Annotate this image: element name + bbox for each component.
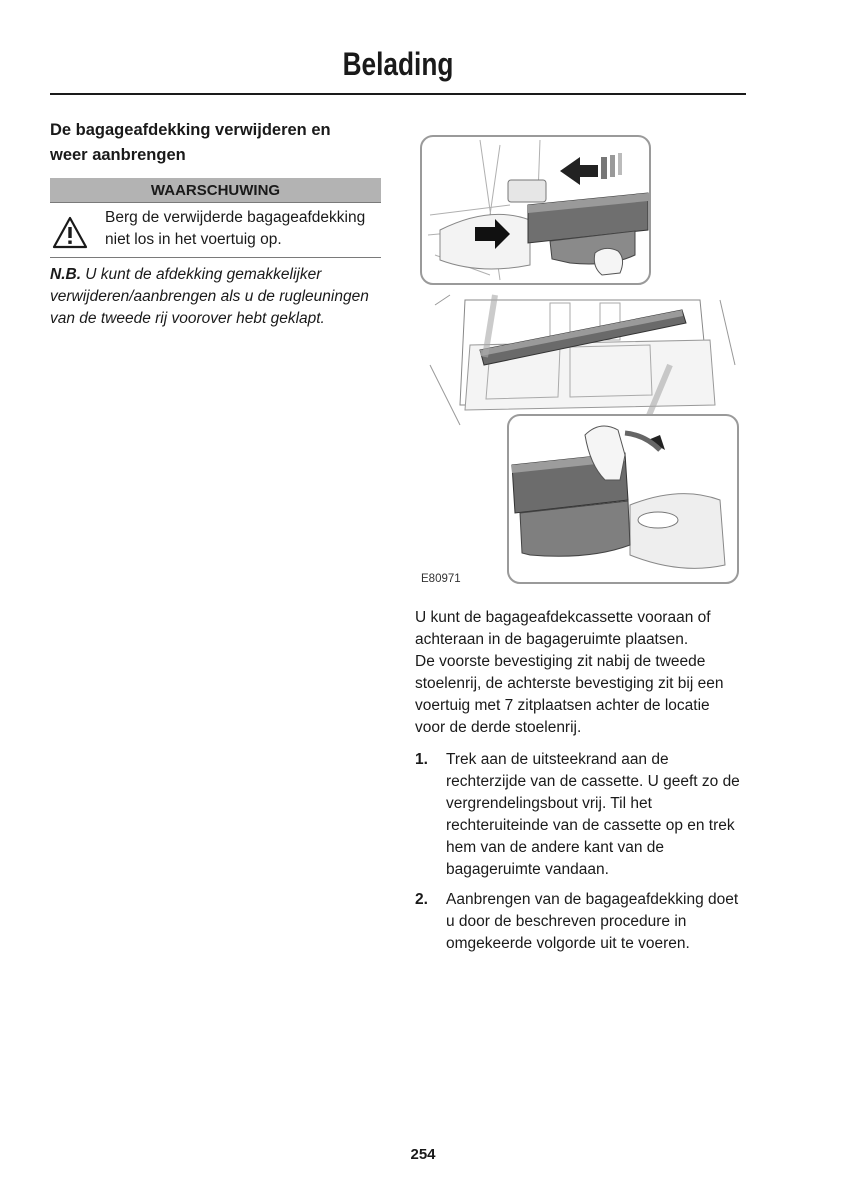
intro-line: voor de derde stoelenrij. <box>415 719 582 736</box>
note-text: U kunt de afdekking gemakkelijker <box>81 266 322 283</box>
warning-text-line: Berg de verwijderde bagageafdekking <box>105 209 366 226</box>
page-number: 254 <box>410 1146 436 1163</box>
intro-line: stoelenrij, de achterste bevestiging zit bij een <box>415 675 724 692</box>
right-column <box>415 607 750 963</box>
note <box>50 264 382 330</box>
intro-line: U kunt de bagageafdekcassette vooraan of <box>415 609 711 626</box>
warning-triangle-icon <box>51 215 89 251</box>
figure-id: E80971 <box>421 573 461 585</box>
step-item <box>415 749 750 881</box>
intro-line: De voorste bevestiging zit nabij de tweede <box>415 653 706 670</box>
intro-paragraph <box>415 607 750 739</box>
step-line: vergrendelingsbout vrij. Til het <box>446 795 652 812</box>
page-title: Belading <box>342 46 454 82</box>
warning-text-line: niet los in het voertuig op. <box>105 231 282 248</box>
intro-line: voertuig met 7 zitplaatsen achter de locatie <box>415 697 710 714</box>
cargo-cover-illustration <box>420 135 740 591</box>
left-column <box>50 118 382 330</box>
step-number: 1. <box>415 751 428 768</box>
warning-text <box>105 207 365 251</box>
step-item <box>415 889 750 955</box>
note-text-line: verwijderen/aanbrengen als u de rugleuningen <box>50 288 369 305</box>
step-line: Trek aan de uitsteekrand aan de <box>446 751 669 768</box>
step-line: omgekeerde volgorde uit te voeren. <box>446 935 690 952</box>
section-heading <box>50 118 382 168</box>
note-text-line: van de tweede rij voorover hebt geklapt. <box>50 310 325 327</box>
bottom-detail-panel <box>508 415 738 583</box>
note-label: N.B. <box>50 266 81 283</box>
cargo-area-overview <box>430 295 735 425</box>
step-line: rechterzijde van de cassette. U geeft zo de <box>446 773 740 790</box>
step-text <box>446 749 750 881</box>
warning-header: WAARSCHUWING <box>50 178 381 203</box>
step-line: rechteruiteinde van de cassette op en trek <box>446 817 735 834</box>
intro-line: achteraan in de bagageruimte plaatsen. <box>415 631 689 648</box>
step-number: 2. <box>415 891 428 908</box>
title-rule <box>50 93 746 95</box>
warning-body <box>50 203 381 258</box>
step-line: Aanbrengen van de bagageafdekking doet <box>446 891 739 908</box>
step-text <box>446 889 750 955</box>
top-detail-panel <box>421 136 650 284</box>
warning-box <box>50 178 381 258</box>
step-line: u door de beschreven procedure in <box>446 913 687 930</box>
section-heading-line: weer aanbrengen <box>50 146 186 164</box>
step-line: hem van de andere kant van de <box>446 839 665 856</box>
step-line: bagageruimte vandaan. <box>446 861 609 878</box>
section-heading-line: De bagageafdekking verwijderen en <box>50 121 331 139</box>
